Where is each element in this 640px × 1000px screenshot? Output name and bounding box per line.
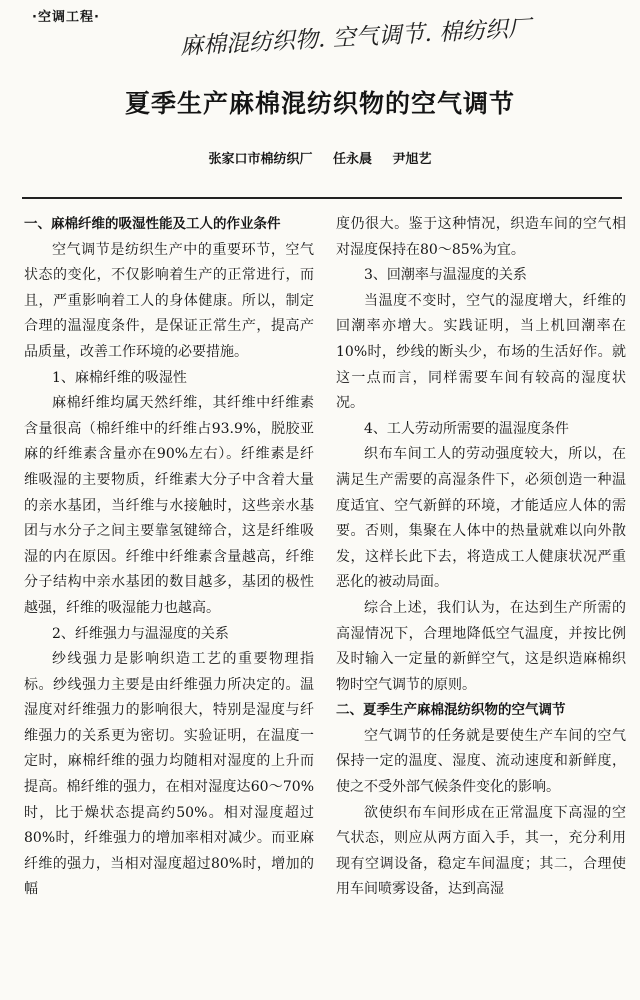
handwritten-annotation: 麻棉混纺织物. 空气调节. 棉纺织厂 [179, 15, 532, 60]
subsection-heading: 3、回潮率与温湿度的关系 [364, 267, 527, 284]
affiliation: 张家口市棉纺织厂 [208, 152, 313, 167]
paragraph: 当温度不变时，空气的湿度增大，纤维的回潮率亦增大。实践证明，当上机回潮率在10%时，纱线的断头少，布场的生活好作。就这一点而言，同样需要车间有较高的湿度状况。 [336, 292, 626, 412]
paragraph: 纱线强力是影响织造工艺的重要物理指标。纱线强力主要是由纤维强力所决定的。温湿度对纤维强力的影响很大，特别是湿度与纤维强力的关系更为密切。实验证明，在温度一定时，麻棉纤维的强力均随相对湿度的上升而提高。棉纤维的强力，在相对湿度达60～70%时，比于燥状态提高约50%。相对湿度超过80%时，纤维强力的增加率相对减少。而亚麻纤维的强力，当相对湿度超过80%时，增加的幅 [24, 651, 314, 898]
paragraph: 空气调节的任务就是要使生产车间的空气保持一定的温度、湿度、流动速度和新鲜度，使之不受外部气候条件变化的影响。 [336, 727, 626, 796]
author-name: 尹旭艺 [392, 152, 432, 167]
divider [22, 197, 622, 199]
section-tag: ·空调工程· [32, 10, 100, 25]
paragraph: 综合上述，我们认为，在达到生产所需的高湿情况下，合理地降低空气温度，并按比例及时输入一定量的新鲜空气，这是织造麻棉织物时空气调节的原则。 [336, 599, 626, 693]
article-title: 夏季生产麻棉混纺织物的空气调节 [124, 89, 515, 118]
byline [0, 148, 640, 167]
left-column [24, 212, 314, 903]
author-name: 任永晨 [332, 152, 372, 167]
paragraph: 度仍很大。鉴于这种情况，织造车间的空气相对湿度保持在80～85%为宜。 [336, 216, 626, 258]
right-column [336, 212, 626, 903]
paragraph: 织布车间工人的劳动强度较大，所以，在满足生产需要的高湿条件下，必须创造一种温度适宜、空气新鲜的环境，才能适应人体的需要。否则，集聚在人体中的热量就难以向外散发，这样长此下去，将造成工人健康状况严重恶化的被动局面。 [336, 446, 626, 591]
subsection-heading: 1、麻棉纤维的吸湿性 [52, 369, 187, 386]
paragraph: 欲使织布车间形成在正常温度下高湿的空气状态，则应从两方面入手，其一，充分利用现有空调设备，稳定车间温度；其二，合理使用车间喷雾设备，达到高湿 [336, 804, 626, 898]
section-heading: 一、麻棉纤维的吸湿性能及工人的作业条件 [24, 216, 281, 232]
paragraph: 麻棉纤维均属天然纤维，其纤维中纤维素含量很高（棉纤维中的纤维占93.9%，脱胶亚麻的纤维素含量亦在90%左右）。纤维素是纤维吸湿的主要物质，纤维素大分子中含着大量的亲水基团，当纤维与水接触时，这些亲水基团与水分子之间主要靠氢键缔合，这是纤维吸湿的内在原因。纤维中纤维素含量越高，纤维分子结构中亲水基团的数目越多，基团的极性越强，纤维的吸湿能力也越高。 [24, 395, 314, 616]
subsection-heading: 4、工人劳动所需要的温湿度条件 [364, 420, 569, 437]
section-heading: 二、夏季生产麻棉混纺织物的空气调节 [336, 702, 566, 719]
paragraph: 空气调节是纺织生产中的重要环节，空气状态的变化，不仅影响着生产的正常进行，而且，严重影响着工人的身体健康。所以，制定合理的温湿度条件，是保证正常生产，提高产品质量，改善工作环境的必要措施。 [24, 241, 314, 360]
subsection-heading: 2、纤维强力与温湿度的关系 [52, 625, 229, 642]
